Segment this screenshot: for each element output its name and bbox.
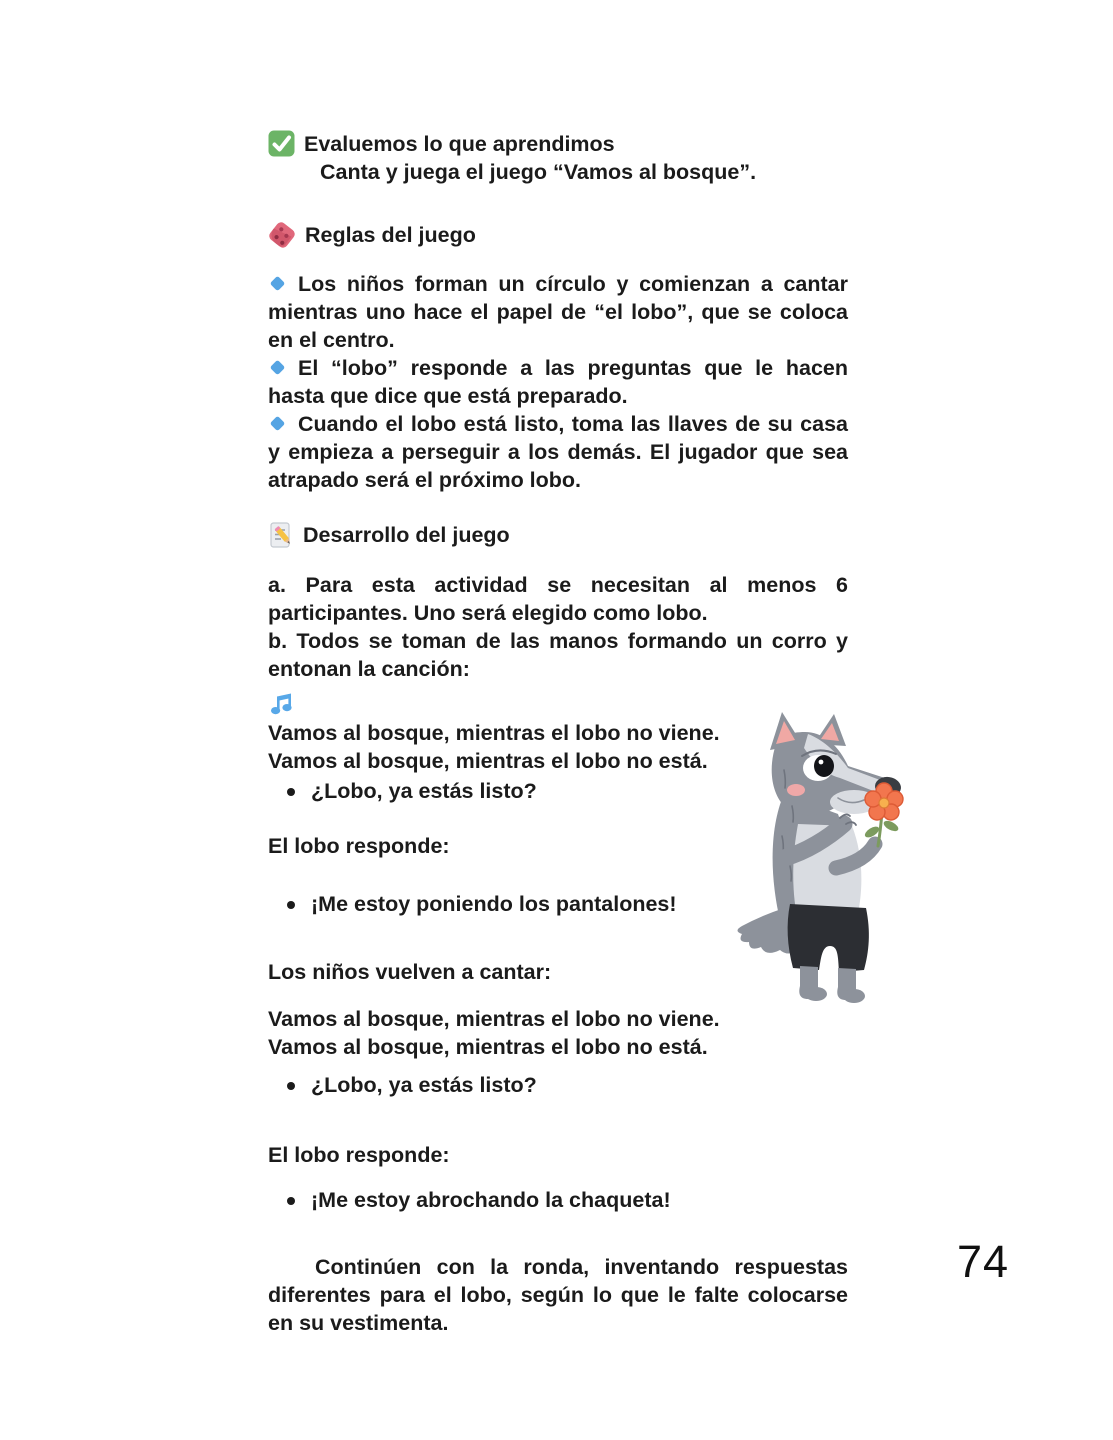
development-steps (268, 571, 848, 683)
answer-text: ¡Me estoy poniendo los pantalones! (311, 892, 677, 916)
rules-heading: Reglas del juego (305, 223, 476, 247)
song-line: Vamos al bosque, mientras el lobo no está. (268, 1035, 708, 1059)
step-a: a. Para esta actividad se necesitan al menos 6 participantes. Uno será elegido como lobo. (268, 573, 848, 625)
closing-paragraph: Continúen con la ronda, inventando respuestas diferentes para el lobo, según lo que le falte colocarse en su vestimenta. (268, 1255, 848, 1335)
rules-list (268, 270, 848, 494)
blue-diamond-icon (270, 276, 286, 292)
bullet-dot-icon (287, 901, 295, 909)
lesson-title-row (268, 130, 848, 158)
blue-diamond-icon (270, 416, 286, 432)
children-sing-label: Los niños vuelven a cantar: (268, 960, 552, 984)
bullet-dot-icon (287, 788, 295, 796)
wolf-responds-label: El lobo responde: (268, 834, 450, 858)
game-die-icon (268, 220, 296, 250)
question-text: ¿Lobo, ya estás listo? (311, 779, 537, 803)
answer-text: ¡Me estoy abrochando la chaqueta! (311, 1188, 671, 1212)
development-heading: Desarrollo del juego (303, 523, 510, 547)
song-line: Vamos al bosque, mientras el lobo no viene. (268, 721, 720, 745)
wolf-responds-label: El lobo responde: (268, 1143, 450, 1167)
answer-item (268, 1186, 848, 1214)
rule-text: Los niños forman un círculo y comienzan a cantar mientras uno hace el papel de “el lobo”, que se coloca en el centro. (268, 272, 848, 352)
song-line: Vamos al bosque, mientras el lobo no está. (268, 749, 708, 773)
question-text: ¿Lobo, ya estás listo? (311, 1073, 537, 1097)
wolf-illustration (726, 706, 926, 1006)
song-verse (268, 1005, 848, 1061)
check-mark-icon (268, 130, 295, 157)
rule-item (268, 410, 848, 494)
page-number: 74 (957, 1236, 1010, 1287)
rule-text: El “lobo” responde a las preguntas que le hacen hasta que dice que está preparado. (268, 356, 848, 408)
rule-item (268, 354, 848, 410)
page-subtitle: Canta y juega el juego “Vamos al bosque”. (320, 160, 757, 184)
step-b: b. Todos se toman de las manos formando un corro y entonan la canción: (268, 629, 848, 681)
blue-diamond-icon (270, 360, 286, 376)
rule-text: Cuando el lobo está listo, toma las llaves de su casa y empieza a perseguir a los demás. El jugador que sea atrapado será el próximo lobo. (268, 412, 848, 492)
memo-icon (268, 521, 294, 549)
page-title: Evaluemos lo que aprendimos (304, 132, 615, 156)
bullet-dot-icon (287, 1197, 295, 1205)
rules-heading-row (268, 220, 848, 250)
question-item (268, 1071, 848, 1099)
rule-item (268, 270, 848, 354)
bullet-dot-icon (287, 1082, 295, 1090)
song-line: Vamos al bosque, mientras el lobo no viene. (268, 1007, 720, 1031)
musical-notes-icon (268, 691, 294, 717)
development-heading-row (268, 521, 848, 549)
